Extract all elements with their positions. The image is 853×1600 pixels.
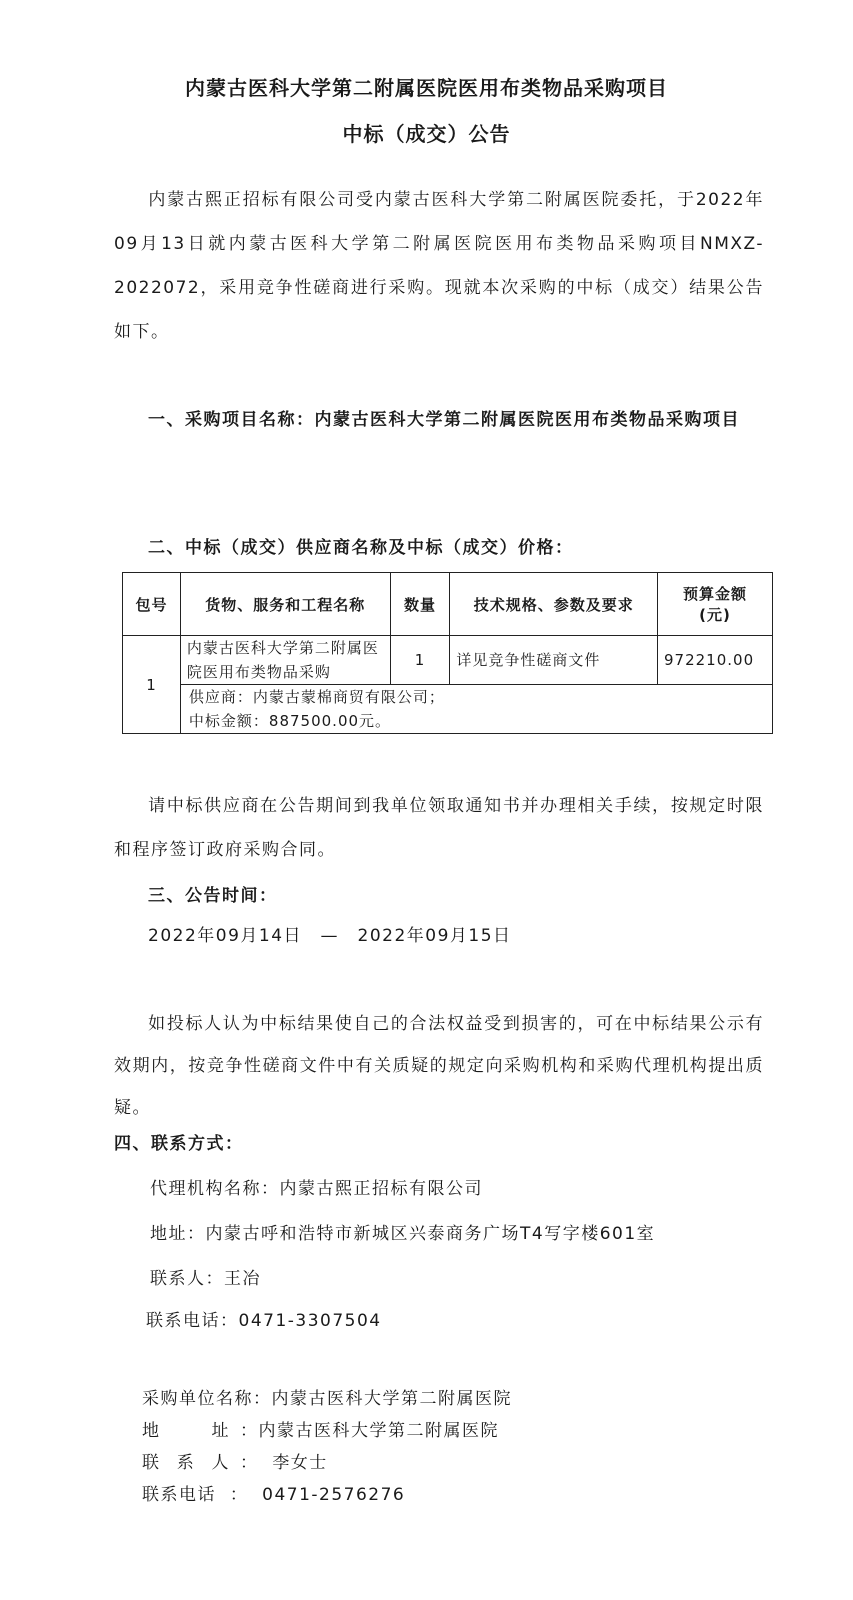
objection-paragraph: 如投标人认为中标结果使自己的合法权益受到损害的，可在中标结果公示有效期内，按竞争性磋商文件中有关质疑的规定向采购机构和采购代理机构提出质疑。: [114, 1014, 764, 1118]
buyer-contact-line: 联 系 人 ： 李女士: [142, 1448, 328, 1478]
header-spec: 技术规格、参数及要求: [450, 573, 658, 636]
cell-package: 1: [123, 636, 181, 734]
intro-paragraph: [114, 178, 764, 354]
cell-name: 内蒙古医科大学第二附属医院医用布类物品采购: [180, 636, 390, 685]
announcement-period: 2022年09月14日 — 2022年09月15日: [148, 926, 512, 946]
award-table: [122, 572, 773, 734]
agency-phone: 联系电话：0471-3307504: [146, 1311, 382, 1331]
agency-address: 地址：内蒙古呼和浩特市新城区兴泰商务广场T4写字楼601室: [150, 1224, 656, 1244]
buyer-name-label: 采购单位名称：: [142, 1389, 272, 1409]
agency-name: 代理机构名称：内蒙古熙正招标有限公司: [150, 1179, 483, 1199]
table-row-supplier: [123, 685, 773, 734]
intro-text: 内蒙古熙正招标有限公司受内蒙古医科大学第二附属医院委托，于2022年09月13日就内蒙古医科大学第二附属医院医用布类物品采购项目NMXZ-2022072，采用竞争性磋商进行采购。现就本次采购的中标（成交）结果公告如下。: [114, 190, 764, 342]
cell-supplier: [180, 685, 772, 734]
buyer-name-line: [142, 1384, 512, 1414]
supplier-name: 供应商：内蒙古蒙棉商贸有限公司；: [188, 688, 445, 706]
buyer-phone-label: 联系电话: [142, 1485, 216, 1505]
buyer-address-line: 地 址 ：内蒙古医科大学第二附属医院: [142, 1416, 499, 1446]
agency-contact: 联系人：王冶: [150, 1269, 261, 1289]
announcement-subtitle: 中标（成交）公告: [342, 122, 511, 146]
section-1-heading: 一、采购项目名称：内蒙古医科大学第二附属医院医用布类物品采购项目: [148, 410, 740, 430]
buyer-phone-line: 联系电话 ： 0471-2576276: [142, 1485, 406, 1505]
buyer-address-label: 地 址: [142, 1421, 230, 1441]
table-header-row: [123, 573, 773, 636]
cell-quantity: 1: [390, 636, 450, 685]
section-3-heading: 三、公告时间：: [148, 886, 278, 906]
header-name: 货物、服务和工程名称: [180, 573, 390, 636]
buyer-name: 内蒙古医科大学第二附属医院: [271, 1389, 512, 1409]
notice-paragraph: 请中标供应商在公告期间到我单位领取通知书并办理相关手续，按规定时限和程序签订政府采购合同。: [114, 796, 764, 860]
buyer-contact-label: 联 系 人: [142, 1453, 230, 1473]
buyer-contact: 李女士: [272, 1453, 328, 1473]
award-amount: 中标金额：887500.00元。: [188, 712, 392, 730]
buyer-address: 内蒙古医科大学第二附属医院: [258, 1421, 499, 1441]
section-4-heading: 四、联系方式：: [114, 1134, 244, 1154]
header-quantity: 数量: [390, 573, 450, 636]
announcement-title: 内蒙古医科大学第二附属医院医用布类物品采购项目: [185, 76, 668, 100]
buyer-phone: 0471-2576276: [262, 1485, 406, 1505]
header-budget: 预算金额 (元): [658, 573, 773, 636]
cell-spec: 详见竞争性磋商文件: [450, 636, 658, 685]
section-2-heading: 二、中标（成交）供应商名称及中标（成交）价格：: [148, 538, 574, 558]
table-row: [123, 636, 773, 685]
cell-budget: 972210.00: [658, 636, 773, 685]
header-package: 包号: [123, 573, 181, 636]
